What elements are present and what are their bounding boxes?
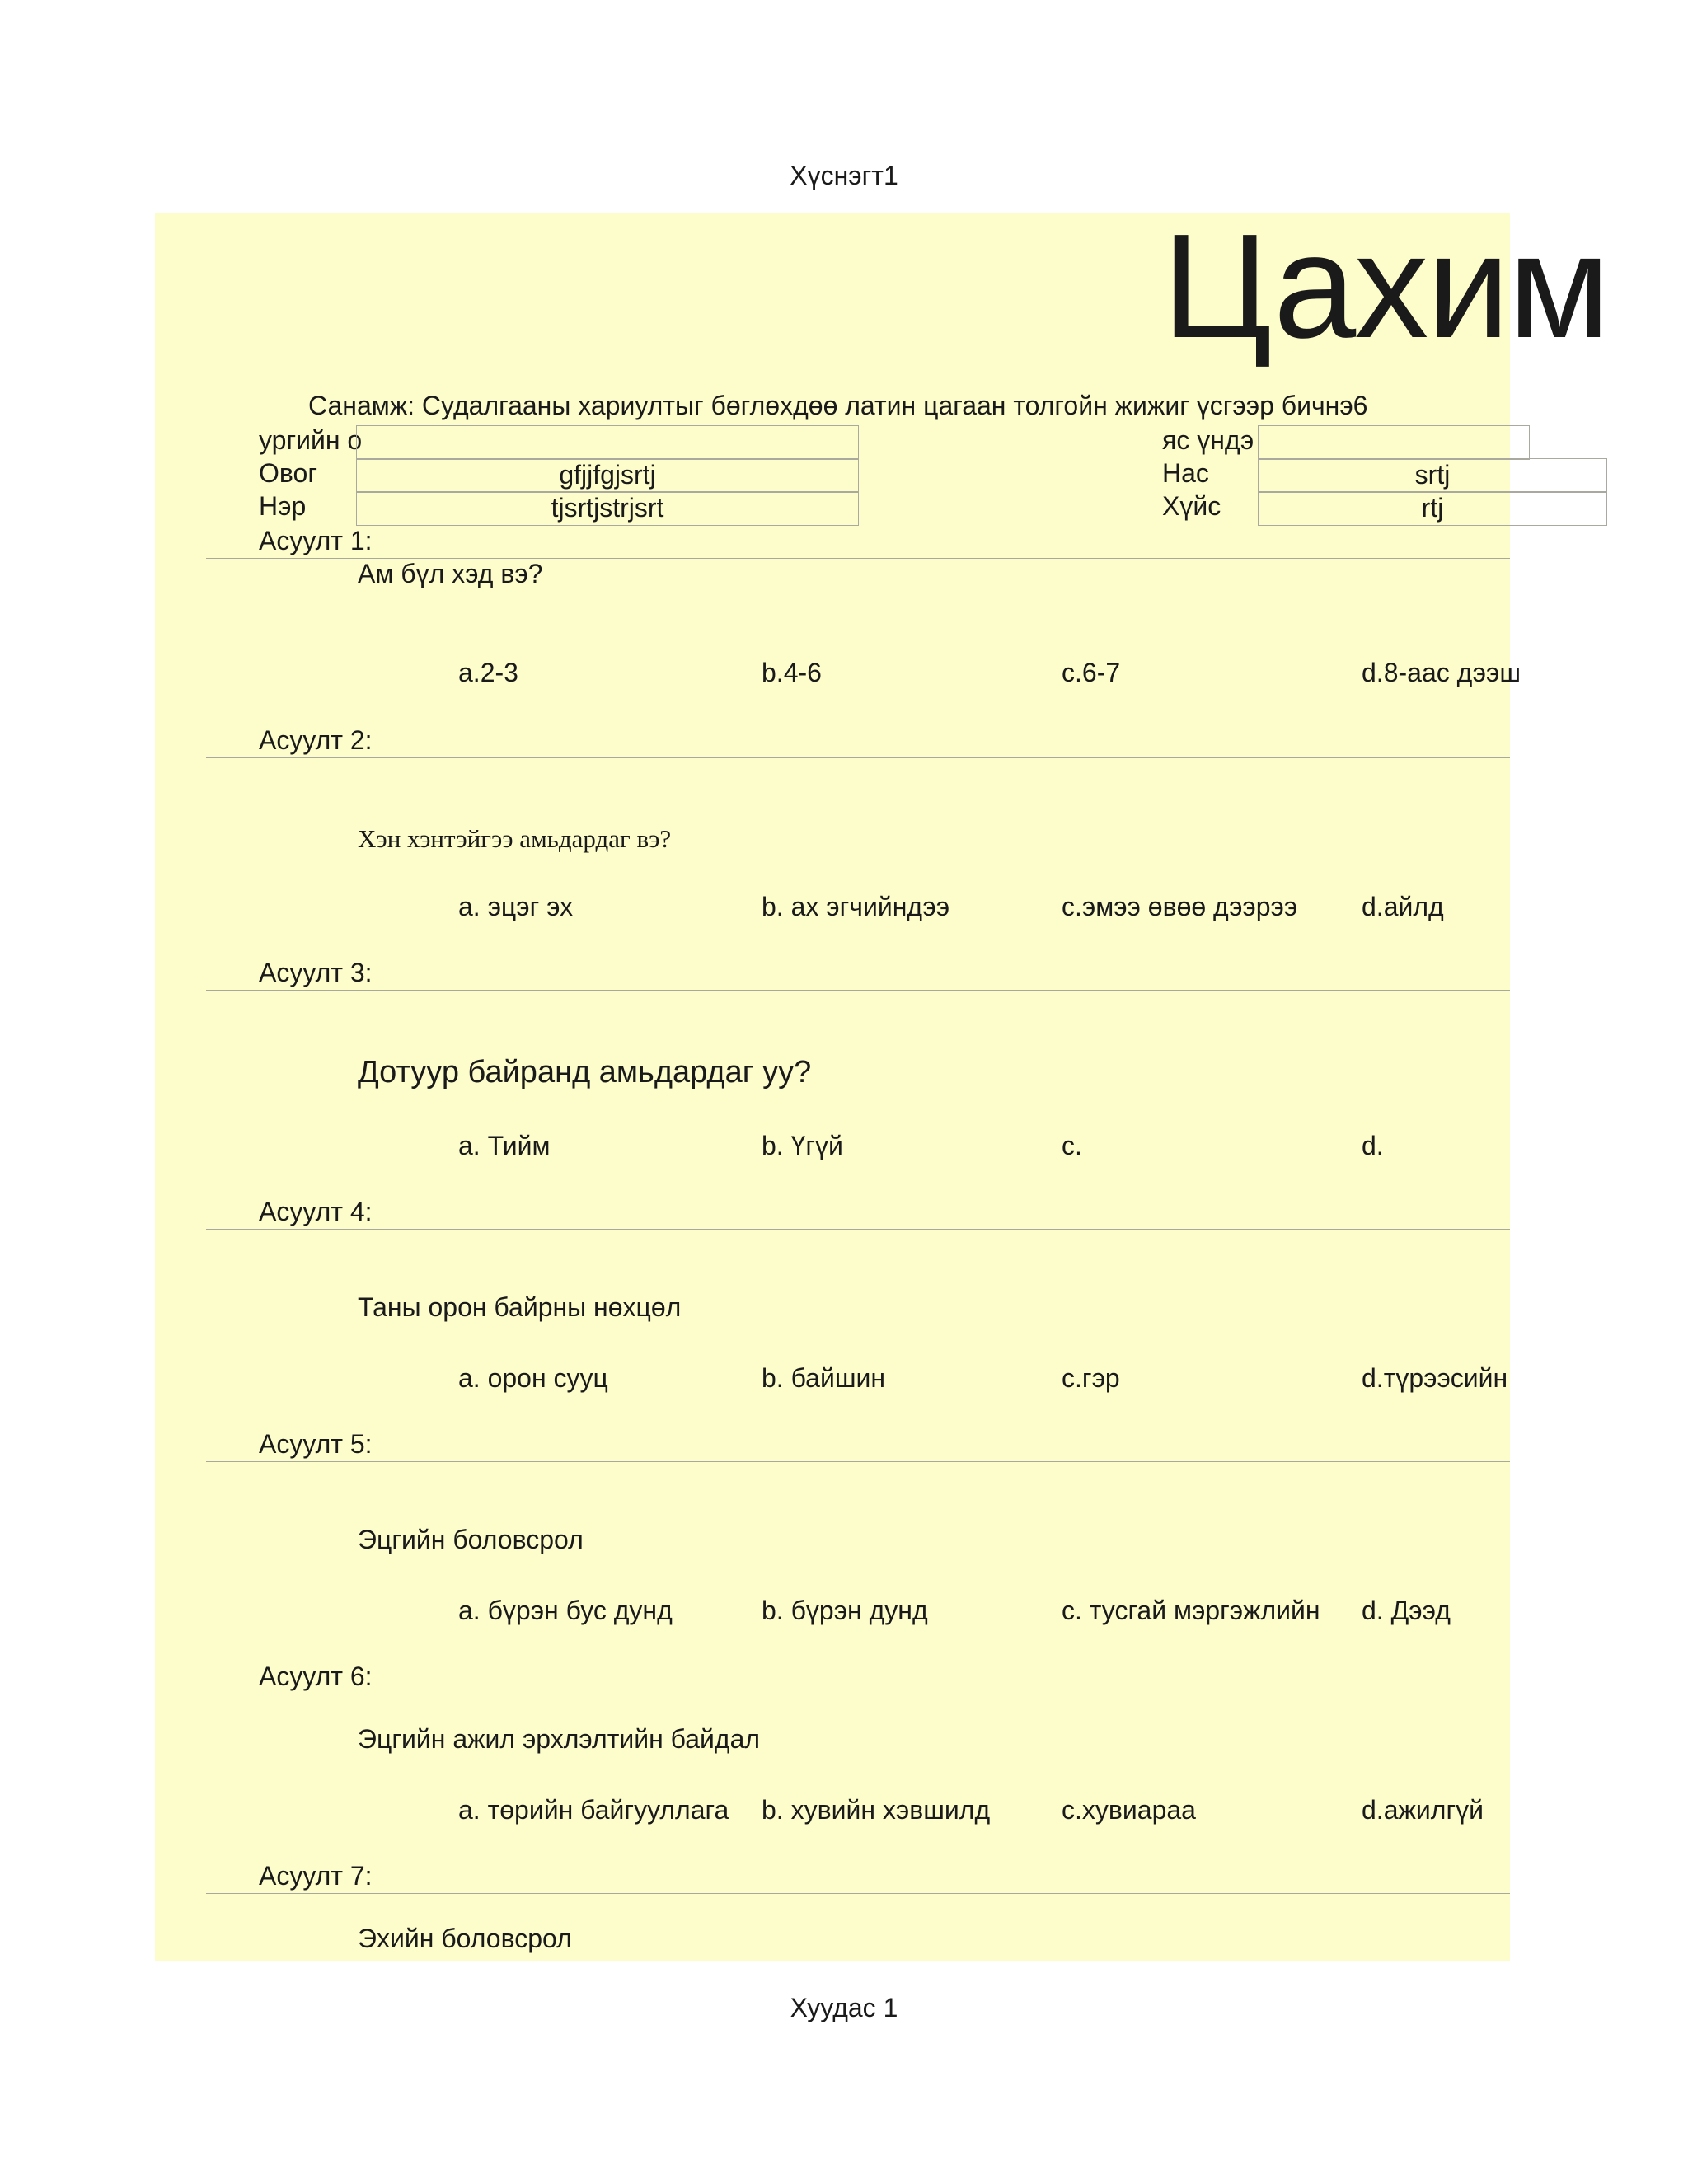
question-5-option-b[interactable]: b. бүрэн дунд [762, 1596, 928, 1625]
question-1-option-a[interactable]: a.2-3 [458, 658, 518, 687]
question-6-option-c[interactable]: c.хувиараа [1062, 1795, 1196, 1825]
sheet-title: Цахим [1162, 204, 1609, 369]
question-divider [206, 757, 1510, 758]
question-5-text: Эцгийн боловсрол [358, 1525, 584, 1554]
page-header: Хүснэгт1 [790, 161, 898, 190]
question-6-option-d[interactable]: d.ажилгүй [1362, 1795, 1484, 1825]
question-5-option-d[interactable]: d. Дээд [1362, 1596, 1451, 1625]
question-divider [206, 990, 1510, 991]
question-7-label: Асуулт 7: [259, 1861, 373, 1891]
question-4-label: Асуулт 4: [259, 1197, 373, 1226]
spreadsheet-area [155, 204, 1609, 1961]
field-label-clan: ургийн о [259, 425, 363, 455]
question-2-option-a[interactable]: a. эцэг эх [458, 892, 574, 921]
question-3-option-b[interactable]: b. Үгүй [762, 1131, 843, 1160]
question-3-label: Асуулт 3: [259, 958, 373, 987]
field-label-surname: Овог [259, 458, 317, 488]
age-input[interactable]: srtj [1258, 458, 1607, 493]
question-6-option-b[interactable]: b. хувийн хэвшилд [762, 1795, 991, 1825]
ethnicity-input[interactable] [1258, 425, 1530, 460]
question-1-text: Ам бүл хэд вэ? [358, 559, 543, 588]
question-2-label: Асуулт 2: [259, 725, 373, 755]
field-label-gender: Хүйс [1162, 491, 1221, 521]
question-2-option-c[interactable]: c.эмээ өвөө дээрээ [1062, 892, 1298, 921]
question-divider [206, 1893, 1510, 1894]
question-4-option-c[interactable]: c.гэр [1062, 1363, 1120, 1393]
instruction-note: Санамж: Судалгааны хариултыг бөглөхдөө латин цагаан толгойн жижиг үсгээр бичнэ6 [308, 391, 1368, 420]
question-1-option-d[interactable]: d.8-аас дээш [1362, 658, 1521, 687]
question-1-option-b[interactable]: b.4-6 [762, 658, 822, 687]
question-7-text: Эхийн боловсрол [358, 1924, 572, 1953]
surname-input[interactable]: gfjjfgjsrtj [356, 458, 859, 493]
question-6-label: Асуулт 6: [259, 1661, 373, 1691]
clan-input[interactable] [356, 425, 859, 460]
question-2-option-b[interactable]: b. ах эгчийндээ [762, 892, 950, 921]
question-4-option-b[interactable]: b. байшин [762, 1363, 886, 1393]
question-1-label: Асуулт 1: [259, 526, 373, 555]
question-5-option-a[interactable]: a. бүрэн бус дунд [458, 1596, 673, 1625]
question-5-option-c[interactable]: c. тусгай мэргэжлийн [1062, 1596, 1320, 1625]
name-input[interactable]: tjsrtjstrjsrt [356, 491, 859, 526]
question-2-option-d[interactable]: d.айлд [1362, 892, 1444, 921]
gender-input[interactable]: rtj [1258, 491, 1607, 526]
question-3-option-d[interactable]: d. [1362, 1131, 1384, 1160]
field-label-name: Нэр [259, 491, 307, 521]
question-divider [206, 1229, 1510, 1230]
question-5-label: Асуулт 5: [259, 1429, 373, 1459]
question-4-option-a[interactable]: a. орон сууц [458, 1363, 608, 1393]
question-1-option-c[interactable]: c.6-7 [1062, 658, 1121, 687]
field-label-age: Нас [1162, 458, 1209, 488]
question-4-text: Таны орон байрны нөхцөл [358, 1292, 682, 1322]
question-6-option-a[interactable]: a. төрийн байгууллага [458, 1795, 729, 1825]
question-3-option-c[interactable]: c. [1062, 1131, 1082, 1160]
page-footer: Хуудас 1 [790, 1993, 898, 2022]
question-divider [206, 1461, 1510, 1462]
field-label-ethnicity: яс үндэ [1162, 425, 1254, 455]
question-3-text: Дотуур байранд амьдардаг уу? [358, 1055, 812, 1090]
question-4-option-d[interactable]: d.түрээсийн [1362, 1363, 1508, 1393]
question-6-text: Эцгийн ажил эрхлэлтийн байдал [358, 1724, 761, 1754]
question-2-text: Хэн хэнтэйгээ амьдардаг вэ? [358, 824, 672, 853]
question-3-option-a[interactable]: a. Тийм [458, 1131, 551, 1160]
